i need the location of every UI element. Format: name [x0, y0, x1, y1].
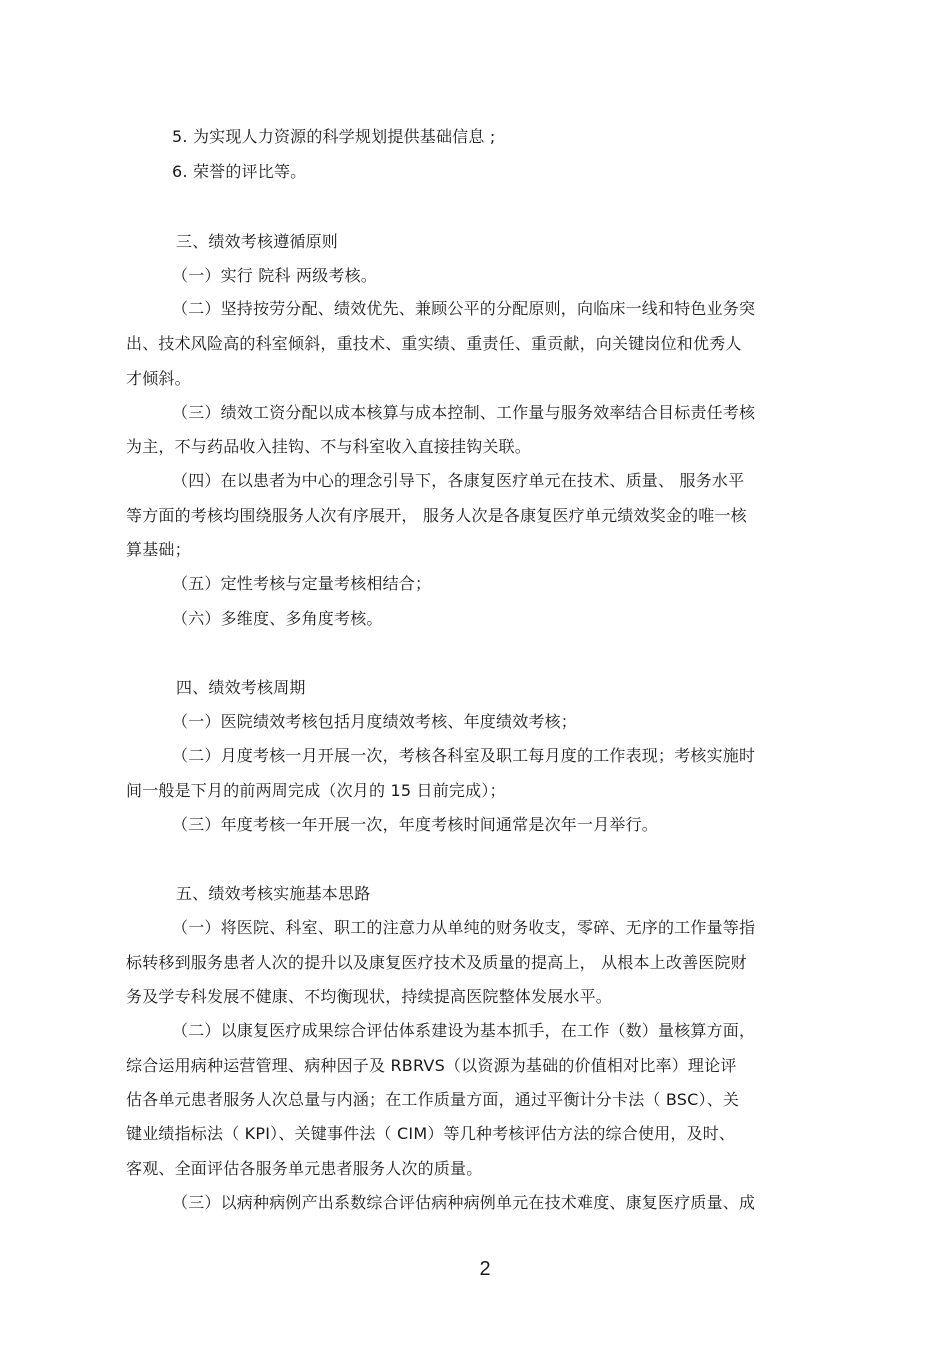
paragraph-line: （二）坚持按劳分配、绩效优先、兼顾公平的分配原则，向临床一线和特色业务突 — [172, 299, 756, 318]
section-heading-3: 三、绩效考核遵循原则 — [176, 232, 339, 251]
paragraph-line: 估各单元患者服务人次总量与内涵；在工作质量方面，通过平衡计分卡法（ BSC）、关 — [126, 1090, 740, 1109]
paragraph-line: 等方面的考核均围绕服务人次有序展开， 服务人次是各康复医疗单元绩效奖金的唯一核 — [126, 506, 747, 525]
list-item-5: 5. 为实现人力资源的科学规划提供基础信息 ; — [172, 127, 496, 146]
paragraph-line: 务及学专科发展不健康、不均衡现状，持续提高医院整体发展水平。 — [126, 987, 613, 1006]
paragraph-line: （三）年度考核一年开展一次，年度考核时间通常是次年一月举行。 — [172, 815, 659, 834]
paragraph-line: （三）以病种病例产出系数综合评估病种病例单元在技术难度、康复医疗质量、成 — [172, 1193, 756, 1212]
paragraph-line: 算基础； — [126, 540, 191, 559]
paragraph-line: 出、技术风险高的科室倾斜，重技术、重实绩、重责任、重贡献，向关键岗位和优秀人 — [126, 334, 742, 353]
page-number: 2 — [479, 1258, 491, 1280]
paragraph-line: （二）以康复医疗成果综合评估体系建设为基本抓手，在工作（数）量核算方面， — [172, 1021, 756, 1040]
paragraph-line: （一）将医院、科室、职工的注意力从单纯的财务收支，零碎、无序的工作量等指 — [172, 918, 756, 937]
list-item-6: 6. 荣誉的评比等。 — [172, 162, 307, 181]
paragraph-line: （四）在以患者为中心的理念引导下，各康复医疗单元在技术、质量、 服务水平 — [172, 471, 745, 490]
paragraph-line: （二）月度考核一月开展一次，考核各科室及职工每月度的工作表现；考核实施时 — [172, 746, 756, 765]
paragraph-line: 间一般是下月的前两周完成（次月的 15 日前完成）； — [126, 781, 506, 800]
paragraph-line: （三）绩效工资分配以成本核算与成本控制、工作量与服务效率结合目标责任考核 — [172, 403, 756, 422]
paragraph-line: （一）医院绩效考核包括月度绩效考核、年度绩效考核； — [172, 712, 578, 731]
paragraph-line: 才倾斜。 — [126, 369, 191, 388]
paragraph-line: 为主，不与药品收入挂钩、不与科室收入直接挂钩关联。 — [126, 437, 532, 456]
paragraph-line: （六）多维度、多角度考核。 — [172, 609, 383, 628]
paragraph-line: 客观、全面评估各服务单元患者服务人次的质量。 — [126, 1159, 483, 1178]
paragraph-line: 标转移到服务患者人次的提升以及康复医疗技术及质量的提高上， 从根本上改善医院财 — [126, 953, 747, 972]
paragraph-line: 综合运用病种运营管理、病种因子及 RBRVS（以资源为基础的价值相对比率）理论评 — [126, 1056, 737, 1075]
section-heading-5: 五、绩效考核实施基本思路 — [176, 884, 371, 903]
paragraph-line: 键业绩指标法（ KPI）、关键事件法（ CIM）等几种考核评估方法的综合使用，及时、 — [126, 1124, 736, 1143]
paragraph-line: （一）实行 院科 两级考核。 — [172, 266, 377, 285]
paragraph-line: （五）定性考核与定量考核相结合； — [172, 574, 432, 593]
section-heading-4: 四、绩效考核周期 — [176, 678, 306, 697]
